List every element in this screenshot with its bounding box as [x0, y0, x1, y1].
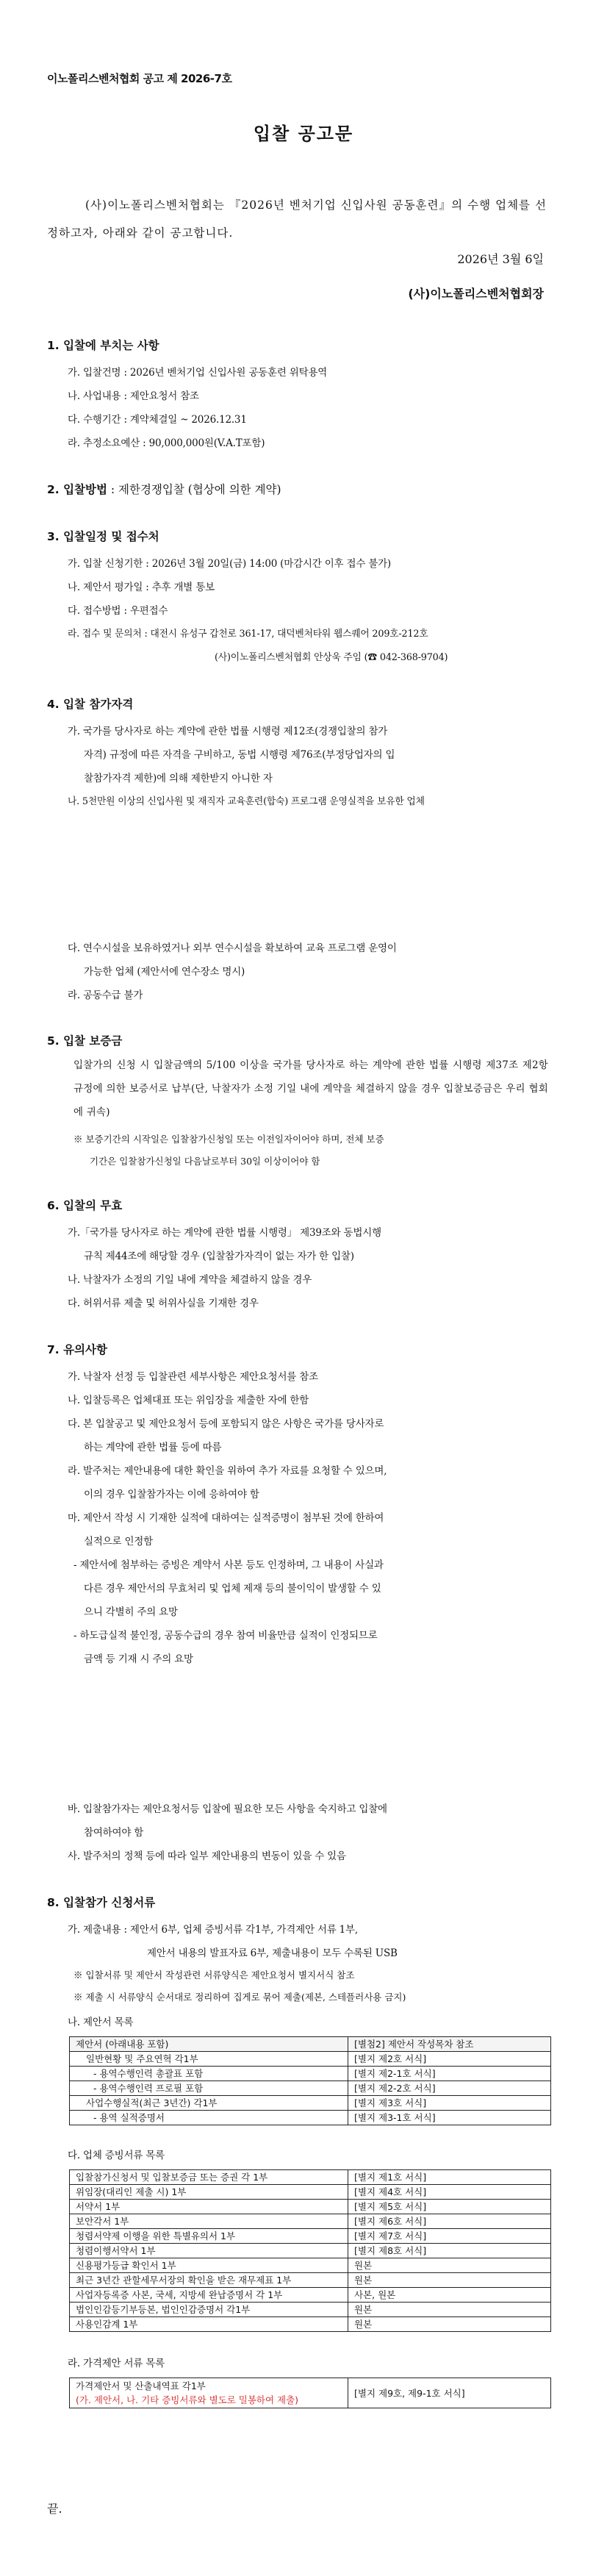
- s1-item-a: 가. 입찰건명 : 2026년 벤처기업 신입사원 공동훈련 위탁용역: [68, 367, 328, 379]
- s8-item-b: 나. 제안서 목록: [68, 2017, 134, 2028]
- table-row: [70, 2229, 551, 2244]
- table-row: [70, 2067, 551, 2081]
- table-cell: 원본: [348, 2303, 551, 2317]
- s7-item-g-2: 금액 등 기재 시 주의 요망: [84, 1653, 193, 1665]
- s6-item-c: 다. 허위서류 제출 및 허위사실을 기재한 경우: [68, 1298, 259, 1309]
- s6-item-a-2: 규칙 제44조에 해당할 경우 (입찰참가자격이 없는 자가 한 입찰): [84, 1251, 354, 1262]
- table-cell: [별지 제1호 서식]: [348, 2170, 551, 2185]
- section-4-title: 4. 입찰 참가자격: [47, 698, 134, 711]
- s7-item-h-2: 참여하여야 함: [84, 1827, 144, 1839]
- s7-item-i: 사. 발주처의 정책 등에 따라 일부 제안내용의 변동이 있을 수 있음: [68, 1850, 346, 1862]
- section-3-title: 3. 입찰일정 및 접수처: [47, 530, 159, 543]
- table-row: [70, 2244, 551, 2258]
- notice-date: 2026년 3월 6일: [457, 252, 544, 266]
- s8-note-1: ※ 입찰서류 및 제안서 작성관련 서류양식은 제안요청서 별지서식 참조: [73, 1969, 355, 1981]
- section-7-title: 7. 유의사항: [47, 1343, 107, 1356]
- table-row: [70, 2273, 551, 2288]
- table-row: [70, 2378, 551, 2408]
- s7-item-b: 나. 입찰등록은 업체대표 또는 위임장을 제출한 자에 한함: [68, 1395, 309, 1406]
- s3-item-c: 다. 접수방법 : 우편접수: [68, 605, 168, 617]
- s7-item-f-2: 다른 경우 제안서의 무효처리 및 업체 제재 등의 불이익이 발생할 수 있: [84, 1583, 381, 1595]
- table-cell: 사본, 원본: [348, 2288, 551, 2303]
- table-cell: 청렴이행서약서 1부: [70, 2244, 348, 2258]
- table-cell: [별지 제9호, 제9-1호 서식]: [348, 2378, 551, 2408]
- s4-item-b: 나. 5천만원 이상의 신입사원 및 재직자 교육훈련(합숙) 프로그램 운영실적을 보유한 업체: [68, 796, 425, 807]
- table-row: [70, 2096, 551, 2111]
- s8-item-c: 다. 업체 증빙서류 목록: [68, 2150, 165, 2161]
- section-1-title: 1. 입찰에 부치는 사항: [47, 339, 159, 352]
- s3-item-b: 나. 제안서 평가일 : 추후 개별 통보: [68, 582, 215, 593]
- table-row: [70, 2317, 551, 2332]
- table-cell: [별지 제3-1호 서식]: [348, 2111, 551, 2125]
- table-row: [70, 2258, 551, 2273]
- section-5-title: 5. 입찰 보증금: [47, 1034, 123, 1048]
- intro-paragraph: (사)이노폴리스벤처협회는 『2026년 벤처기업 신입사원 공동훈련』의 수행 업체를 선정하고자, 아래와 같이 공고합니다.: [47, 198, 547, 240]
- table-cell: 사용인감계 1부: [70, 2317, 348, 2332]
- table-cell: [별지 제2-1호 서식]: [348, 2067, 551, 2081]
- table-row: [70, 2303, 551, 2317]
- page-title: 입찰 공고문: [253, 124, 354, 144]
- table-cell: 보안각서 1부: [70, 2214, 348, 2229]
- s5-note-1: ※ 보증기간의 시작일은 입찰참가신청일 또는 이전일자이어야 하며, 전체 보증: [73, 1134, 384, 1145]
- table-row: [70, 2052, 551, 2067]
- s1-item-b: 나. 사업내용 : 제안요청서 참조: [68, 390, 199, 402]
- table-header-cell: [별첨2] 제안서 작성목차 참조: [348, 2037, 551, 2052]
- s4-item-c-2: 가능한 업체 (제안서에 연수장소 명시): [84, 966, 245, 978]
- section-2-title: 2. 입찰방법 : 제한경쟁입찰 (협상에 의한 계약): [47, 483, 281, 496]
- s6-item-a-1: 가.「국가를 당사자로 하는 계약에 관한 법률 시행령」 제39조와 동법시행: [68, 1227, 381, 1239]
- table-cell: [별지 제5호 서식]: [348, 2200, 551, 2214]
- s8-note-2: ※ 제출 시 서류양식 순서대로 정리하여 집게로 묶어 제출(제본, 스테플러사용 금지): [73, 1992, 406, 2003]
- s1-item-d: 라. 추정소요예산 : 90,000,000원(V.A.T포함): [68, 437, 265, 449]
- table-cell: [별지 제2호 서식]: [348, 2052, 551, 2067]
- s7-item-f-1: - 제안서에 첨부하는 증빙은 계약서 사본 등도 인정하며, 그 내용이 사실과: [73, 1559, 384, 1571]
- s7-item-d-2: 이의 경우 입찰참가자는 이에 응하여야 함: [84, 1489, 259, 1500]
- table-cell: 원본: [348, 2273, 551, 2288]
- table-cell: 위임장(대리인 제출 시) 1부: [70, 2185, 348, 2200]
- table-row: [70, 2111, 551, 2125]
- s7-item-g-1: - 하도급실적 불인정, 공동수급의 경우 참여 비율만큼 실적이 인정되므로: [73, 1630, 378, 1642]
- table-cell: [별지 제6호 서식]: [348, 2214, 551, 2229]
- table-cell: 사업자등록증 사본, 국세, 지방세 완납증명서 각 1부: [70, 2288, 348, 2303]
- section-6-title: 6. 입찰의 무효: [47, 1199, 123, 1212]
- table-cell: 신용평가등급 확인서 1부: [70, 2258, 348, 2273]
- table-cell: - 용역 실적증명서: [70, 2111, 348, 2125]
- s8-item-a-1: 가. 제출내용 : 제안서 6부, 업체 증빙서류 각1부, 가격제안 서류 1부,: [68, 1924, 358, 1936]
- document-end-mark: 끝.: [47, 2502, 62, 2516]
- s7-item-f-3: 으니 각별히 주의 요망: [84, 1606, 178, 1618]
- table-header-cell: 제안서 (아래내용 포함): [70, 2037, 348, 2052]
- table-cell: 서약서 1부: [70, 2200, 348, 2214]
- table-cell: [70, 2378, 348, 2408]
- notice-number: 이노폴리스벤처협회 공고 제 2026-7호: [47, 72, 232, 85]
- table-cell: [별지 제4호 서식]: [348, 2185, 551, 2200]
- table-cell: - 용역수행인력 프로필 포함: [70, 2081, 348, 2096]
- s8-item-a-2: 제안서 내용의 발표자료 6부, 제출내용이 모두 수록된 USB: [147, 1947, 398, 1959]
- s7-item-h-1: 바. 입찰참가자는 제안요청서등 입찰에 필요한 모든 사항을 숙지하고 입찰에: [68, 1803, 387, 1815]
- table-row: [70, 2288, 551, 2303]
- table-cell: [별지 제8호 서식]: [348, 2244, 551, 2258]
- price-docs-table: [69, 2378, 551, 2408]
- table-cell: 사업수행실적(최근 3년간) 각1부: [70, 2096, 348, 2111]
- s7-item-d-1: 라. 발주처는 제안내용에 대한 확인을 위하여 추가 자료를 요청할 수 있으며,: [68, 1465, 387, 1477]
- company-docs-table: [69, 2169, 551, 2332]
- s4-item-d: 라. 공동수급 불가: [68, 990, 143, 1001]
- s7-item-a: 가. 낙찰자 선정 등 입찰관련 세부사항은 제안요청서를 참조: [68, 1371, 318, 1383]
- table-cell: 청렴서약제 이행을 위한 특별유의서 1부: [70, 2229, 348, 2244]
- table-row: [70, 2081, 551, 2096]
- table-cell: - 용역수행인력 총괄표 포함: [70, 2067, 348, 2081]
- table-cell: [별지 제7호 서식]: [348, 2229, 551, 2244]
- s6-item-b: 나. 낙찰자가 소정의 기일 내에 계약을 체결하지 않을 경우: [68, 1274, 312, 1286]
- s7-item-c-1: 다. 본 입찰공고 및 제안요청서 등에 포함되지 않은 사항은 국가를 당사자로: [68, 1418, 384, 1430]
- s4-item-c-1: 다. 연수시설을 보유하였거나 외부 연수시설을 확보하여 교육 프로그램 운영이: [68, 942, 397, 954]
- table-cell: [별지 제3호 서식]: [348, 2096, 551, 2111]
- s7-item-e-1: 마. 제안서 작성 시 기재한 실적에 대하여는 실적증명이 첨부된 것에 한하여: [68, 1512, 384, 1524]
- issuer-name: (사)이노폴리스벤처협회장: [408, 287, 544, 301]
- s1-item-c: 다. 수행기간 : 계약체결일 ~ 2026.12.31: [68, 414, 247, 426]
- s5-note-2: 기간은 입찰참가신청일 다음날로부터 30일 이상이어야 함: [90, 1156, 320, 1167]
- section-8-title: 8. 입찰참가 신청서류: [47, 1896, 156, 1909]
- proposal-list-table: [69, 2036, 551, 2125]
- s4-item-a-1: 가. 국가를 당사자로 하는 계약에 관한 법률 시행령 제12조(경쟁입찰의 참가: [68, 726, 388, 737]
- s3-item-e: (사)이노폴리스벤처협회 안상욱 주임 (☎ 042-368-9704): [215, 652, 448, 663]
- price-docs-label: 가격제안서 및 산출내역표 각1부: [76, 2380, 206, 2391]
- s7-item-e-2: 실적으로 인정함: [84, 1536, 153, 1548]
- s4-item-a-2: 자격) 규정에 따른 자격을 구비하고, 동법 시행령 제76조(부정당업자의 입: [84, 749, 395, 761]
- table-row: [70, 2037, 551, 2052]
- s5-body: 입찰가의 신청 시 입찰금액의 5/100 이상을 국가를 당사자로 하는 계약에 관한 법률 시행령 제37조 제2항 규정에 의한 보증서로 납부(단, 낙찰자가 소정 기일 내에 계약을 체결하지 않을 경우 입찰보증금은 우리 협회에 귀속): [73, 1059, 548, 1118]
- table-cell: 최근 3년간 관할세무서장의 확인을 받은 재무제표 1부: [70, 2273, 348, 2288]
- s4-item-a-3: 찰참가자격 제한)에 의해 제한받지 아니한 자: [84, 773, 273, 784]
- table-cell: 법인인감등기부등본, 법인인감증명서 각1부: [70, 2303, 348, 2317]
- s8-item-d: 라. 가격제안 서류 목록: [68, 2358, 165, 2369]
- table-row: [70, 2200, 551, 2214]
- table-row: [70, 2185, 551, 2200]
- s3-item-a: 가. 입찰 신청기한 : 2026년 3월 20일(금) 14:00 (마감시간 이후 접수 불가): [68, 558, 391, 570]
- table-cell: 원본: [348, 2258, 551, 2273]
- table-row: [70, 2170, 551, 2185]
- price-docs-sealed-note: (가. 제안서, 나. 기타 증빙서류와 별도로 밀봉하여 제출): [76, 2394, 299, 2405]
- table-row: [70, 2214, 551, 2229]
- s7-item-c-2: 하는 계약에 관한 법률 등에 따름: [84, 1442, 222, 1453]
- table-cell: [별지 제2-2호 서식]: [348, 2081, 551, 2096]
- table-cell: 원본: [348, 2317, 551, 2332]
- s3-item-d: 라. 접수 및 문의처 : 대전시 유성구 갑천로 361-17, 대덕벤처타워 웹스퀘어 209호-212호: [68, 629, 428, 640]
- table-cell: 입찰참가신청서 및 입찰보증금 또는 증권 각 1부: [70, 2170, 348, 2185]
- table-cell: 일반현황 및 주요연혁 각1부: [70, 2052, 348, 2067]
